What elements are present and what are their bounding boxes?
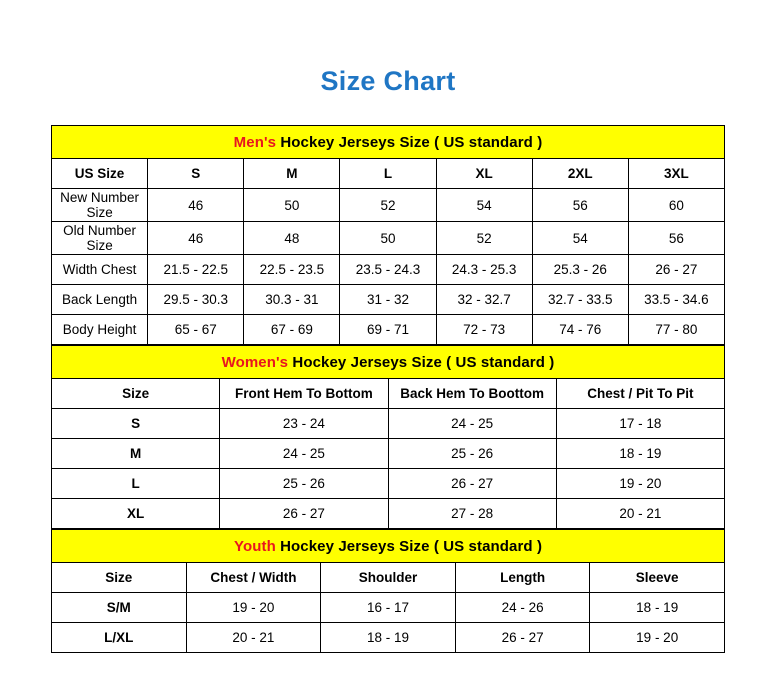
mens-section-header bbox=[52, 126, 725, 159]
womens-section-header-row bbox=[52, 346, 725, 379]
youth-row-0-label: S/M bbox=[52, 593, 187, 623]
mens-header-rest: Hockey Jerseys Size ( US standard ) bbox=[276, 133, 543, 151]
mens-row-1-val-3: 52 bbox=[436, 222, 532, 255]
youth-size-table bbox=[51, 529, 725, 653]
womens-row-2-val-2: 19 - 20 bbox=[556, 469, 724, 499]
mens-row-4-val-0: 65 - 67 bbox=[148, 315, 244, 345]
mens-row-0-val-1: 50 bbox=[244, 189, 340, 222]
youth-col-2: Shoulder bbox=[321, 563, 456, 593]
mens-col-5: 2XL bbox=[532, 159, 628, 189]
table-row bbox=[52, 499, 725, 529]
mens-row-0-val-4: 56 bbox=[532, 189, 628, 222]
table-row bbox=[52, 409, 725, 439]
youth-row-1-val-2: 26 - 27 bbox=[455, 623, 590, 653]
mens-row-4-val-2: 69 - 71 bbox=[340, 315, 436, 345]
mens-row-1-val-4: 54 bbox=[532, 222, 628, 255]
mens-row-1-val-5: 56 bbox=[628, 222, 724, 255]
womens-row-3-val-0: 26 - 27 bbox=[220, 499, 388, 529]
mens-row-4-val-5: 77 - 80 bbox=[628, 315, 724, 345]
womens-column-header-row bbox=[52, 379, 725, 409]
table-row bbox=[52, 315, 725, 345]
mens-col-6: 3XL bbox=[628, 159, 724, 189]
table-row bbox=[52, 439, 725, 469]
mens-row-0-val-3: 54 bbox=[436, 189, 532, 222]
youth-section-header bbox=[52, 530, 725, 563]
mens-row-2-val-1: 22.5 - 23.5 bbox=[244, 255, 340, 285]
womens-row-0-label: S bbox=[52, 409, 220, 439]
mens-row-4-val-4: 74 - 76 bbox=[532, 315, 628, 345]
table-row bbox=[52, 469, 725, 499]
mens-row-3-val-4: 32.7 - 33.5 bbox=[532, 285, 628, 315]
womens-row-0-val-2: 17 - 18 bbox=[556, 409, 724, 439]
womens-row-0-val-0: 23 - 24 bbox=[220, 409, 388, 439]
youth-header-accent: Youth bbox=[233, 537, 276, 555]
womens-section-header bbox=[52, 346, 725, 379]
mens-row-1-val-2: 50 bbox=[340, 222, 436, 255]
mens-col-4: XL bbox=[436, 159, 532, 189]
mens-row-4-val-3: 72 - 73 bbox=[436, 315, 532, 345]
mens-row-2-val-2: 23.5 - 24.3 bbox=[340, 255, 436, 285]
youth-row-0-val-2: 24 - 26 bbox=[455, 593, 590, 623]
youth-col-3: Length bbox=[455, 563, 590, 593]
youth-row-1-val-3: 19 - 20 bbox=[590, 623, 725, 653]
womens-row-3-label: XL bbox=[52, 499, 220, 529]
mens-row-2-label: Width Chest bbox=[52, 255, 148, 285]
youth-col-0: Size bbox=[52, 563, 187, 593]
mens-row-3-val-5: 33.5 - 34.6 bbox=[628, 285, 724, 315]
youth-row-0-val-1: 16 - 17 bbox=[321, 593, 456, 623]
youth-section-header-row bbox=[52, 530, 725, 563]
mens-row-0-val-5: 60 bbox=[628, 189, 724, 222]
youth-row-1-val-1: 18 - 19 bbox=[321, 623, 456, 653]
mens-row-4-val-1: 67 - 69 bbox=[244, 315, 340, 345]
womens-row-1-val-2: 18 - 19 bbox=[556, 439, 724, 469]
mens-col-1: S bbox=[148, 159, 244, 189]
womens-row-1-val-1: 25 - 26 bbox=[388, 439, 556, 469]
mens-row-2-val-3: 24.3 - 25.3 bbox=[436, 255, 532, 285]
womens-row-1-label: M bbox=[52, 439, 220, 469]
mens-col-0: US Size bbox=[52, 159, 148, 189]
womens-row-2-val-1: 26 - 27 bbox=[388, 469, 556, 499]
mens-row-3-val-1: 30.3 - 31 bbox=[244, 285, 340, 315]
youth-col-4: Sleeve bbox=[590, 563, 725, 593]
mens-col-2: M bbox=[244, 159, 340, 189]
mens-row-2-val-5: 26 - 27 bbox=[628, 255, 724, 285]
mens-section-header-row bbox=[52, 126, 725, 159]
page-title: Size Chart bbox=[320, 66, 456, 96]
mens-column-header-row bbox=[52, 159, 725, 189]
womens-row-0-val-1: 24 - 25 bbox=[388, 409, 556, 439]
womens-col-1: Front Hem To Bottom bbox=[220, 379, 388, 409]
table-row bbox=[52, 593, 725, 623]
mens-row-1-val-1: 48 bbox=[244, 222, 340, 255]
mens-row-3-val-3: 32 - 32.7 bbox=[436, 285, 532, 315]
womens-col-2: Back Hem To Boottom bbox=[388, 379, 556, 409]
size-tables bbox=[51, 95, 725, 653]
table-row bbox=[52, 623, 725, 653]
womens-header-rest: Hockey Jerseys Size ( US standard ) bbox=[288, 353, 555, 371]
table-row bbox=[52, 222, 725, 255]
womens-header-accent: Women's bbox=[221, 353, 289, 371]
womens-col-0: Size bbox=[52, 379, 220, 409]
youth-row-1-label: L/XL bbox=[52, 623, 187, 653]
youth-row-0-val-0: 19 - 20 bbox=[186, 593, 321, 623]
table-row bbox=[52, 255, 725, 285]
mens-row-3-val-0: 29.5 - 30.3 bbox=[148, 285, 244, 315]
youth-col-1: Chest / Width bbox=[186, 563, 321, 593]
table-row bbox=[52, 189, 725, 222]
mens-row-2-val-0: 21.5 - 22.5 bbox=[148, 255, 244, 285]
womens-row-1-val-0: 24 - 25 bbox=[220, 439, 388, 469]
youth-row-0-val-3: 18 - 19 bbox=[590, 593, 725, 623]
womens-row-2-val-0: 25 - 26 bbox=[220, 469, 388, 499]
youth-header-rest: Hockey Jerseys Size ( US standard ) bbox=[275, 537, 543, 555]
mens-row-0-val-0: 46 bbox=[148, 189, 244, 222]
mens-header-accent: Men's bbox=[233, 133, 277, 151]
mens-col-3: L bbox=[340, 159, 436, 189]
mens-row-3-val-2: 31 - 32 bbox=[340, 285, 436, 315]
womens-row-3-val-1: 27 - 28 bbox=[388, 499, 556, 529]
womens-col-3: Chest / Pit To Pit bbox=[556, 379, 724, 409]
youth-row-1-val-0: 20 - 21 bbox=[186, 623, 321, 653]
womens-size-table bbox=[51, 345, 725, 529]
womens-row-2-label: L bbox=[52, 469, 220, 499]
mens-row-3-label: Back Length bbox=[52, 285, 148, 315]
womens-row-3-val-2: 20 - 21 bbox=[556, 499, 724, 529]
mens-row-4-label: Body Height bbox=[52, 315, 148, 345]
youth-column-header-row bbox=[52, 563, 725, 593]
mens-row-1-val-0: 46 bbox=[148, 222, 244, 255]
table-row bbox=[52, 285, 725, 315]
mens-size-table bbox=[51, 125, 725, 345]
mens-row-0-val-2: 52 bbox=[340, 189, 436, 222]
mens-row-1-label: Old Number Size bbox=[52, 222, 148, 255]
mens-row-2-val-4: 25.3 - 26 bbox=[532, 255, 628, 285]
mens-row-0-label: New Number Size bbox=[52, 189, 148, 222]
